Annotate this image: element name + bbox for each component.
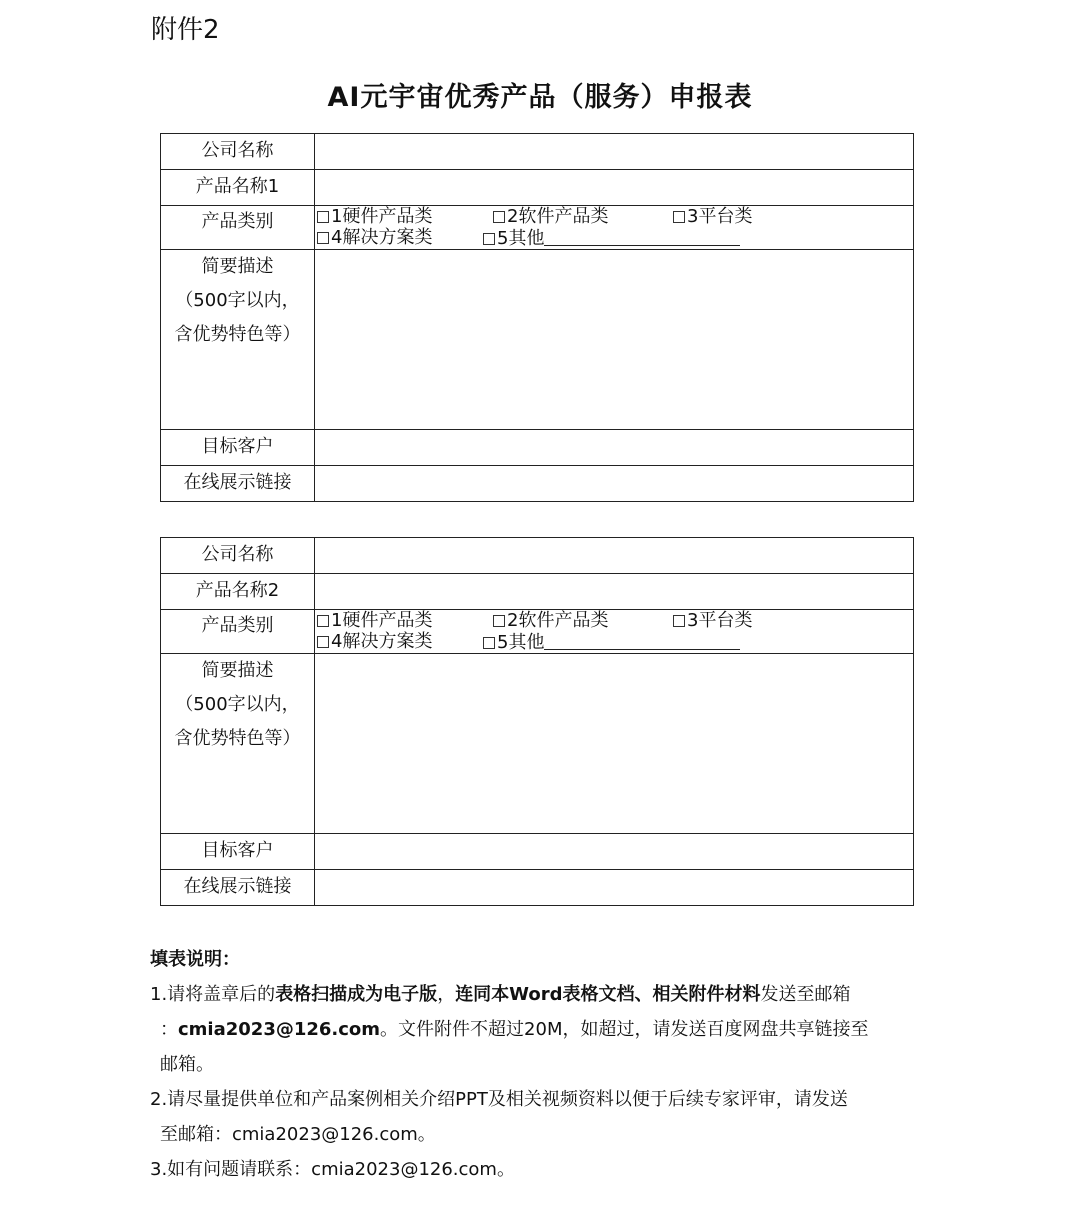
online-link-field[interactable]	[315, 466, 914, 502]
target-customer-field[interactable]	[315, 834, 914, 870]
checkbox-icon[interactable]	[317, 211, 329, 223]
instruction-2: 2.请尽量提供单位和产品案例相关介绍PPT及相关视频资料以便于后续专家评审，请发送	[150, 1089, 848, 1110]
category-software-option[interactable]: 2软件产品类	[493, 206, 608, 227]
company-name-label: 公司名称	[161, 134, 315, 170]
product-name-label: 产品名称2	[161, 574, 315, 610]
checkbox-icon[interactable]	[493, 615, 505, 627]
checkbox-icon[interactable]	[493, 211, 505, 223]
company-name-field[interactable]	[315, 538, 914, 574]
checkbox-icon[interactable]	[673, 211, 685, 223]
target-customer-label: 目标客户	[161, 834, 315, 870]
attachment-label: 附件2	[151, 15, 220, 45]
category-solution-option[interactable]: 4解决方案类	[317, 631, 432, 652]
description-label: 简要描述 （500字以内， 含优势特色等）	[161, 654, 315, 834]
online-link-label: 在线展示链接	[161, 466, 315, 502]
checkbox-icon[interactable]	[483, 233, 495, 245]
category-other-option[interactable]: 5其他	[483, 227, 740, 249]
checkbox-icon[interactable]	[317, 636, 329, 648]
category-hardware-option[interactable]: 1硬件产品类	[317, 206, 432, 227]
online-link-field[interactable]	[315, 870, 914, 906]
category-hardware-option[interactable]: 1硬件产品类	[317, 610, 432, 631]
target-customer-field[interactable]	[315, 430, 914, 466]
instruction-1-cont2: 邮箱。	[160, 1054, 214, 1075]
filling-instructions	[150, 942, 940, 1187]
product-category-options	[315, 206, 914, 250]
page-title: AI元宇宙优秀产品（服务）申报表	[327, 82, 753, 113]
category-solution-option[interactable]: 4解决方案类	[317, 227, 432, 248]
checkbox-icon[interactable]	[317, 615, 329, 627]
category-platform-option[interactable]: 3平台类	[673, 610, 752, 631]
checkbox-icon[interactable]	[317, 232, 329, 244]
category-platform-option[interactable]: 3平台类	[673, 206, 752, 227]
product-name-field[interactable]	[315, 170, 914, 206]
company-name-label: 公司名称	[161, 538, 315, 574]
instruction-1: 1.请将盖章后的表格扫描成为电子版，连同本Word表格文档、相关附件材料发送至邮箱	[150, 984, 851, 1005]
description-field[interactable]	[315, 654, 914, 834]
description-label: 简要描述 （500字以内， 含优势特色等）	[161, 250, 315, 430]
submission-email: cmia2023@126.com	[178, 1019, 381, 1040]
other-blank-line[interactable]	[544, 631, 740, 650]
online-link-label: 在线展示链接	[161, 870, 315, 906]
other-blank-line[interactable]	[544, 227, 740, 246]
product-name-field[interactable]	[315, 574, 914, 610]
instruction-3: 3.如有问题请联系：cmia2023@126.com。	[150, 1159, 515, 1180]
checkbox-icon[interactable]	[483, 637, 495, 649]
target-customer-label: 目标客户	[161, 430, 315, 466]
product-category-label: 产品类别	[161, 610, 315, 654]
description-field[interactable]	[315, 250, 914, 430]
instructions-heading: 填表说明：	[150, 949, 240, 970]
category-software-option[interactable]: 2软件产品类	[493, 610, 608, 631]
product-name-label: 产品名称1	[161, 170, 315, 206]
category-other-option[interactable]: 5其他	[483, 631, 740, 653]
checkbox-icon[interactable]	[673, 615, 685, 627]
application-form-1	[160, 133, 914, 502]
product-category-label: 产品类别	[161, 206, 315, 250]
application-form-2	[160, 537, 914, 906]
instruction-2-cont: 至邮箱：cmia2023@126.com。	[160, 1124, 436, 1145]
instruction-1-cont: ：cmia2023@126.com。文件附件不超过20M，如超过，请发送百度网盘共享链接至	[160, 1019, 869, 1040]
company-name-field[interactable]	[315, 134, 914, 170]
product-category-options	[315, 610, 914, 654]
